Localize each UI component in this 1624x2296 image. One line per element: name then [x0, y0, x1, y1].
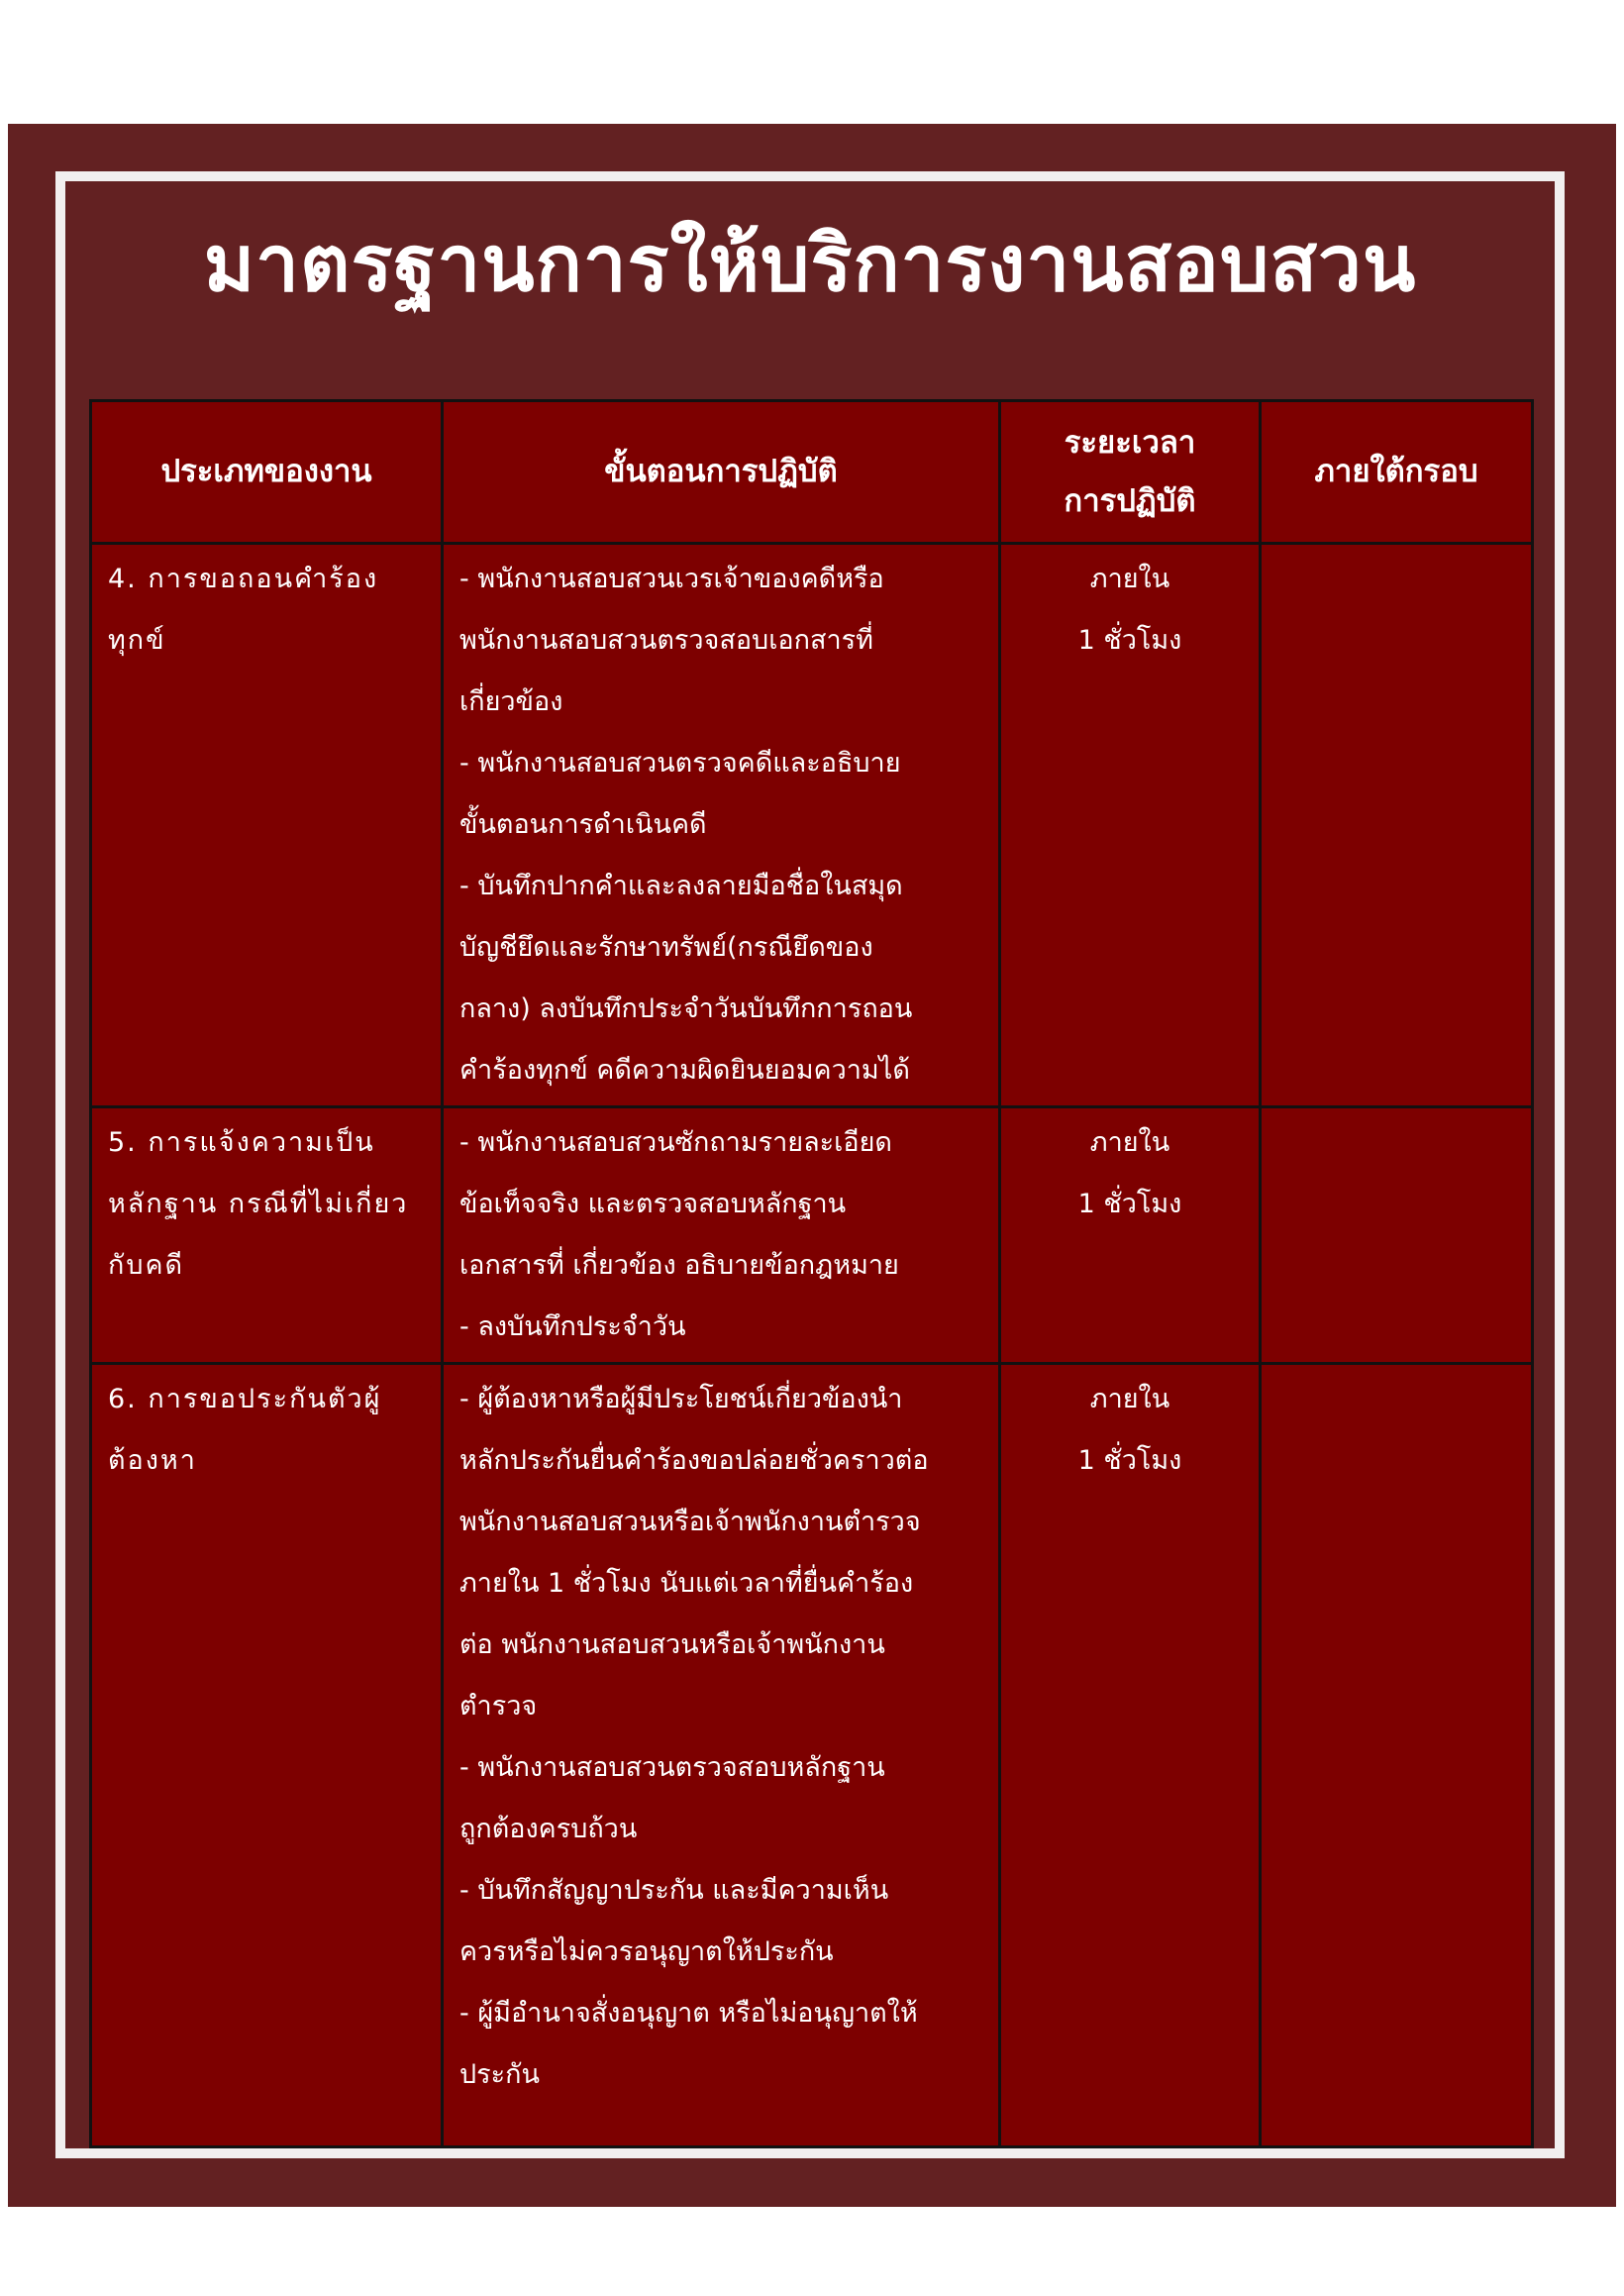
header-framework: ภายใต้กรอบ	[1261, 401, 1533, 544]
row-steps: - ผู้ต้องหาหรือผู้มีประโยชน์เกี่ยวข้องนำ หลักประกันยื่นคำร้องขอปล่อยชั่วคราวต่อ พนักงานสอบสวนหรือเจ้าพนักงานตำรวจ ภายใน 1 ชั่วโมง นับแต่เวลาที่ยื่นคำร้อง ต่อ พนักงานสอบสวนหรือเจ้าพนักงาน ตำรวจ - พนักงานสอบสวนตรวจสอบหลักฐาน ถูกต้องครบถ้วน - บันทึกสัญญาประกัน และมีความเห็น ควรหรือไม่ควรอนุญาตให้ประกัน - ผู้มีอำนาจสั่งอนุญาต หรือไม่อนุญาตให้ ประกัน	[443, 1364, 1000, 2147]
table-row	[91, 544, 1533, 1107]
poster-frame	[55, 171, 1565, 2158]
header-steps: ขั้นตอนการปฏิบัติ	[443, 401, 1000, 544]
row-type: 5. การแจ้งความเป็นหลักฐาน กรณีที่ไม่เกี่ยวกับคดี	[91, 1107, 443, 1364]
row-duration: ภายใน 1 ชั่วโมง	[1000, 1107, 1261, 1364]
table-row	[91, 1107, 1533, 1364]
service-standard-table	[89, 399, 1534, 2148]
row-framework	[1261, 1107, 1533, 1364]
row-steps: - พนักงานสอบสวนซักถามรายละเอียด ข้อเท็จจริง และตรวจสอบหลักฐาน เอกสารที่ เกี่ยวข้อง อธิบายข้อกฎหมาย - ลงบันทึกประจำวัน	[443, 1107, 1000, 1364]
row-type: 6. การขอประกันตัวผู้ต้องหา	[91, 1364, 443, 2147]
table-header-row	[91, 401, 1533, 544]
header-type: ประเภทของงาน	[91, 401, 443, 544]
row-steps: - พนักงานสอบสวนเวรเจ้าของคดีหรือ พนักงานสอบสวนตรวจสอบเอกสารที่ เกี่ยวข้อง - พนักงานสอบสวนตรวจคดีและอธิบาย ขั้นตอนการดำเนินคดี - บันทึกปากคำและลงลายมือชื่อในสมุด บัญชียึดและรักษาทรัพย์(กรณียึดของ กลาง) ลงบันทึกประจำวันบันทึกการถอน คำร้องทุกข์ คดีความผิดยินยอมความได้	[443, 544, 1000, 1107]
row-duration: ภายใน 1 ชั่วโมง	[1000, 544, 1261, 1107]
table-row	[91, 1364, 1533, 2147]
header-duration: ระยะเวลา การปฏิบัติ	[1000, 401, 1261, 544]
row-type: 4. การขอถอนคำร้องทุกข์	[91, 544, 443, 1107]
poster-background	[8, 124, 1616, 2207]
page-title: มาตรฐานการให้บริการงานสอบสวน	[203, 220, 1417, 309]
row-framework	[1261, 544, 1533, 1107]
row-framework	[1261, 1364, 1533, 2147]
row-duration: ภายใน 1 ชั่วโมง	[1000, 1364, 1261, 2147]
